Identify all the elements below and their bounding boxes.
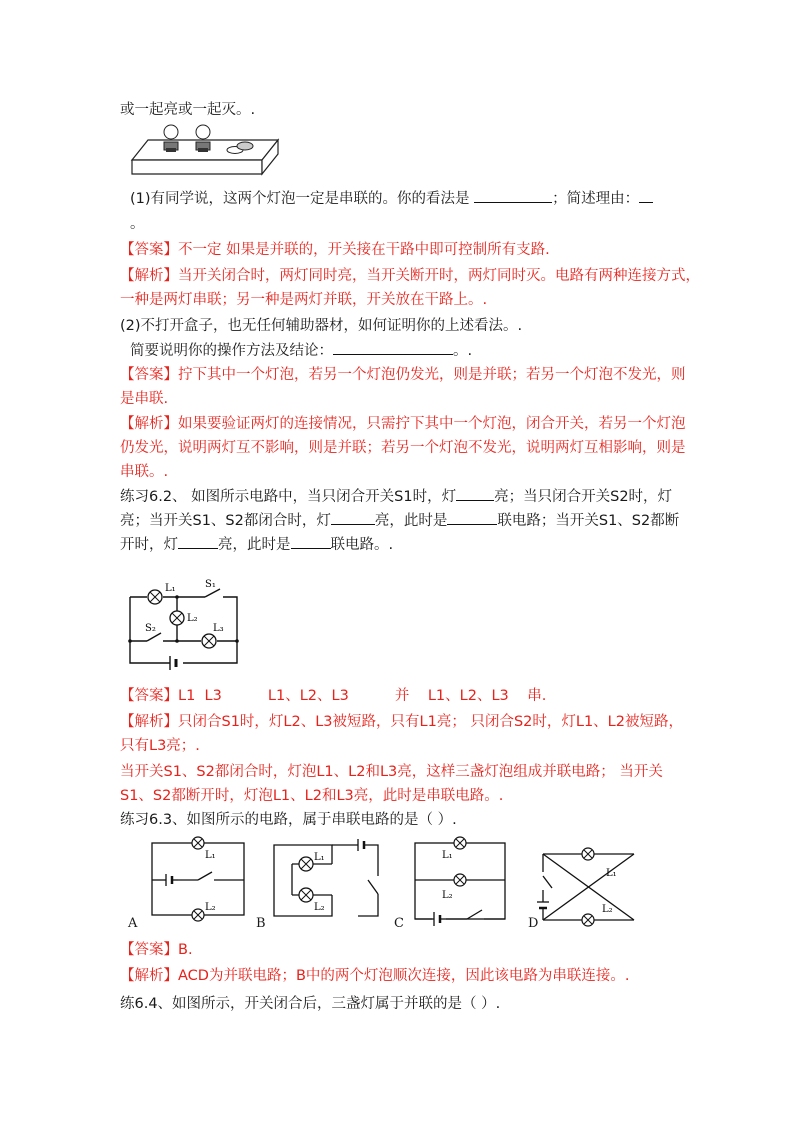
analysis-4: 【解析】ACD为并联电路；B中的两个灯泡顺次连接，因此该电路为串联连接。. xyxy=(120,968,630,984)
circuit-option-a xyxy=(150,840,250,920)
label-s1: S₁ xyxy=(205,579,216,590)
answer-3: 【答案】L1 L3 L1、L2、L3 并 L1、L2、L3 串. xyxy=(120,688,547,704)
label-l2: L₂ xyxy=(205,902,216,913)
analysis-3-cont: 只有L3亮；. xyxy=(120,738,200,754)
label-l2: L₂ xyxy=(602,904,613,915)
label-s2: S₂ xyxy=(145,623,156,634)
label-l1: L₁ xyxy=(165,583,176,594)
label-l2: L₂ xyxy=(314,902,325,913)
analysis-1: 【解析】当开关闭合时，两灯同时亮，当开关断开时，两灯同时灭。电路有两种连接方式， xyxy=(120,268,700,284)
question-2: (2)不打开盒子，也无任何辅助器材，如何证明你的上述看法。. xyxy=(120,318,523,334)
label-l1: L₁ xyxy=(314,852,325,863)
bulb-box-illustration xyxy=(130,118,280,178)
label-l1: L₁ xyxy=(442,850,453,861)
option-d-letter: D xyxy=(528,916,539,931)
answer-4: 【答案】B. xyxy=(120,942,193,958)
analysis-3-cont: S1、S2都断开时，灯泡L1、L2和L3亮，此时是串联电路。. xyxy=(120,788,504,804)
label-l1: L₁ xyxy=(205,850,216,861)
circuit-option-d xyxy=(540,846,640,928)
label-l1: L₁ xyxy=(606,868,617,879)
label-l2: L₂ xyxy=(187,613,198,624)
bulb-icon xyxy=(164,125,178,152)
analysis-3-cont: 当开关S1、S2都闭合时，灯泡L1、L2和L3亮，这样三盏灯泡组成并联电路； 当开关 xyxy=(120,764,663,780)
label-l3: L₃ xyxy=(213,623,224,634)
analysis-2-cont: 仍发光，说明两灯互不影响，则是并联；若另一个灯泡不发光，说明两灯互相影响，则是 xyxy=(120,440,686,456)
analysis-3: 【解析】只闭合S1时，灯L2、L3被短路，只有L1亮； 只闭合S2时，灯L1、L2被短路， xyxy=(120,714,683,730)
question-1: (1)有同学说，这两个灯泡一定是串联的。你的看法是 ；简述理由： xyxy=(130,188,653,209)
circuit-diagram-6-2 xyxy=(125,575,250,680)
circuit-option-b xyxy=(272,842,384,922)
text-line: 或一起亮或一起灭。. xyxy=(120,102,256,118)
practice-6-2: 练习6.2、 如图所示电路中，当只闭合开关S1时，灯 亮；当只闭合开关S2时，灯 xyxy=(120,486,672,507)
practice-6-3: 练习6.3、如图所示的电路，属于串联电路的是（ ）. xyxy=(120,812,457,828)
bulb-icon xyxy=(196,125,210,152)
analysis-2: 【解析】如果要验证两灯的连接情况，只需拧下其中一个灯泡，闭合开关，若另一个灯泡 xyxy=(120,416,686,432)
question-2-prompt: 简要说明你的操作方法及结论： 。. xyxy=(130,340,472,361)
practice-6-2-cont: 亮；当开关S1、S2都闭合时，灯 亮，此时是 联电路；当开关S1、S2都断 xyxy=(120,510,679,531)
answer-1: 【答案】不一定 如果是并联的，开关接在干路中即可控制所有支路. xyxy=(120,242,550,258)
analysis-2-cont: 串联。. xyxy=(120,464,169,480)
answer-2: 【答案】拧下其中一个灯泡，若另一个灯泡仍发光，则是并联；若另一个灯泡不发光，则 xyxy=(120,367,686,383)
practice-6-4: 练6.4、如图所示，开关闭合后，三盏灯属于并联的是（ ）. xyxy=(120,996,501,1012)
option-a-letter: A xyxy=(128,916,138,931)
circuit-option-c xyxy=(412,840,512,924)
text-line: 。 xyxy=(130,216,145,232)
option-b-letter: B xyxy=(256,916,266,931)
label-l2: L₂ xyxy=(442,890,453,901)
analysis-1-cont: 一种是两灯串联；另一种是两灯并联，开关放在干路上。. xyxy=(120,292,488,308)
answer-2-cont: 是串联. xyxy=(120,391,169,407)
option-c-letter: C xyxy=(394,916,404,931)
practice-6-2-cont: 开时，灯 亮，此时是 联电路。. xyxy=(120,534,393,555)
